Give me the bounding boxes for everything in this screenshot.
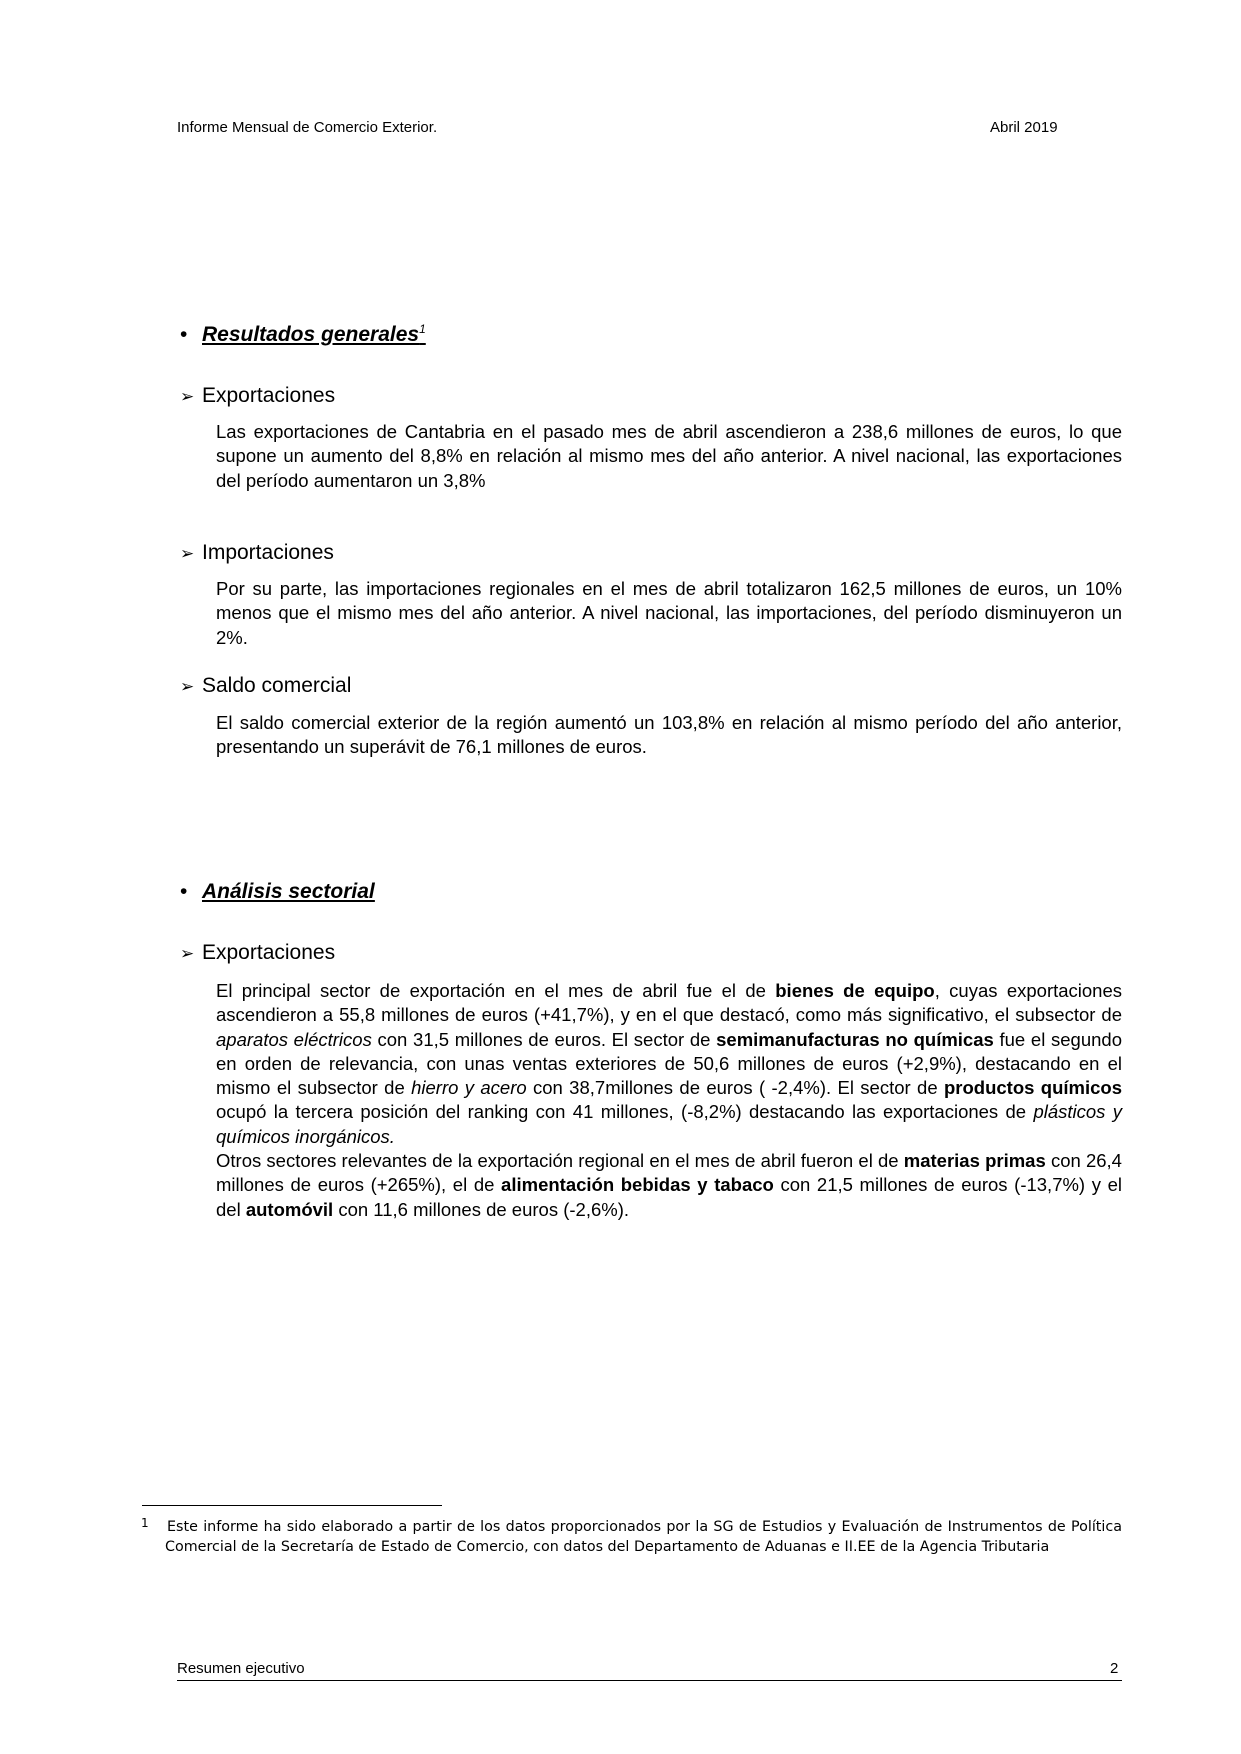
analisis-paragraph (216, 979, 1122, 1222)
section-resultados-generales (180, 322, 426, 347)
text-run: con 38,7millones de euros ( -2,4%). El sector de (526, 1077, 944, 1099)
subsection-title: Importaciones (202, 541, 334, 564)
saldo-paragraph: El saldo comercial exterior de la región aumentó un 103,8% en relación al mismo período del año anterior, presentando un superávit de 76,1 millones de euros. (216, 712, 1122, 758)
text-run: con 26,4 millones de euros (+265%), el de (216, 1150, 1122, 1196)
importaciones-paragraph: Por su parte, las importaciones regionales en el mes de abril totalizaron 162,5 millones de euros, un 10% menos que el mismo mes del año anterior. A nivel nacional, las importaciones, del período disminuyeron un 2%. (216, 578, 1122, 648)
text-run: ocupó la tercera posición del ranking con 41 millones, (-8,2%) destacando las exportaciones de (216, 1101, 1034, 1123)
text-run-bold: alimentación bebidas y tabaco (501, 1174, 774, 1196)
footnote-mark: 1 (141, 1516, 149, 1530)
header-title: Informe Mensual de Comercio Exterior. (177, 119, 438, 136)
footer-rule (177, 1680, 1122, 1681)
text-run-italic: plásticos y químicos inorgánicos. (216, 1101, 1122, 1147)
text-run-italic: hierro y acero (411, 1077, 527, 1099)
arrow-bullet-icon: ➢ (180, 544, 195, 563)
subsection-saldo-comercial (180, 674, 351, 698)
text-run: con 11,6 millones de euros (-2,6%). (333, 1198, 630, 1220)
text-run: , cuyas exportaciones ascendieron a 55,8 millones de euros (+41,7%), y en el que destacó, como más significativo, el subsector de (216, 980, 1123, 1026)
subsection-exportaciones-sectorial (180, 941, 335, 965)
bullet-icon: • (180, 880, 188, 903)
bullet-icon: • (180, 323, 188, 346)
section-title-text: Resultados generales (202, 323, 420, 346)
arrow-bullet-icon: ➢ (180, 944, 195, 963)
footer-label: Resumen ejecutivo (177, 1660, 305, 1677)
page-number: 2 (1110, 1660, 1119, 1677)
text-run: fue el segundo en orden de relevancia, con unas ventas exteriores de 50,6 millones de euros (+2,9%), destacando en el mismo el subsector de (216, 1028, 1122, 1099)
section-analisis-sectorial (180, 880, 375, 904)
text-run: Otros sectores relevantes de la exportación regional en el mes de abril fueron el de (216, 1150, 904, 1172)
arrow-bullet-icon: ➢ (180, 677, 195, 696)
text-run-bold: bienes de equipo (775, 980, 935, 1001)
subsection-title: Saldo comercial (202, 674, 352, 697)
text-run-bold: automóvil (245, 1198, 334, 1220)
subsection-importaciones (180, 541, 334, 565)
text-run-italic: aparatos eléctricos (216, 1028, 372, 1050)
subsection-title: Exportaciones (202, 941, 336, 964)
text-run-bold: semimanufacturas no químicas (716, 1028, 994, 1050)
text-run-bold: productos químicos (943, 1077, 1122, 1099)
subsection-exportaciones (180, 384, 335, 408)
footnote-text: Este informe ha sido elaborado a partir de los datos proporcionados por la SG de Estudios y Evaluación de Instrumentos de Política Comercial de la Secretaría de Estado de Comercio, con datos del Departamento de Aduanas e II.EE de la Agencia Tributaria (165, 1519, 1122, 1555)
arrow-bullet-icon: ➢ (180, 387, 195, 406)
text-run: El principal sector de exportación en el mes de abril fue el de (216, 980, 776, 1001)
text-run-bold: materias primas (903, 1150, 1046, 1172)
header-date: Abril 2019 (990, 119, 1058, 136)
subsection-title: Exportaciones (202, 384, 336, 407)
text-run: con 21,5 millones de euros (-13,7%) y el del (216, 1174, 1122, 1220)
footnote-ref: 1 (419, 322, 426, 336)
footnote-separator (142, 1505, 442, 1506)
text-run: con 31,5 millones de euros. El sector de (371, 1028, 717, 1050)
section-title-text: Análisis sectorial (202, 880, 375, 903)
exportaciones-paragraph: Las exportaciones de Cantabria en el pasado mes de abril ascendieron a 238,6 millones de euros, lo que supone un aumento del 8,8% en relación al mismo mes del año anterior. A nivel nacional, las exportaciones del período aumentaron un 3,8% (216, 421, 1122, 491)
